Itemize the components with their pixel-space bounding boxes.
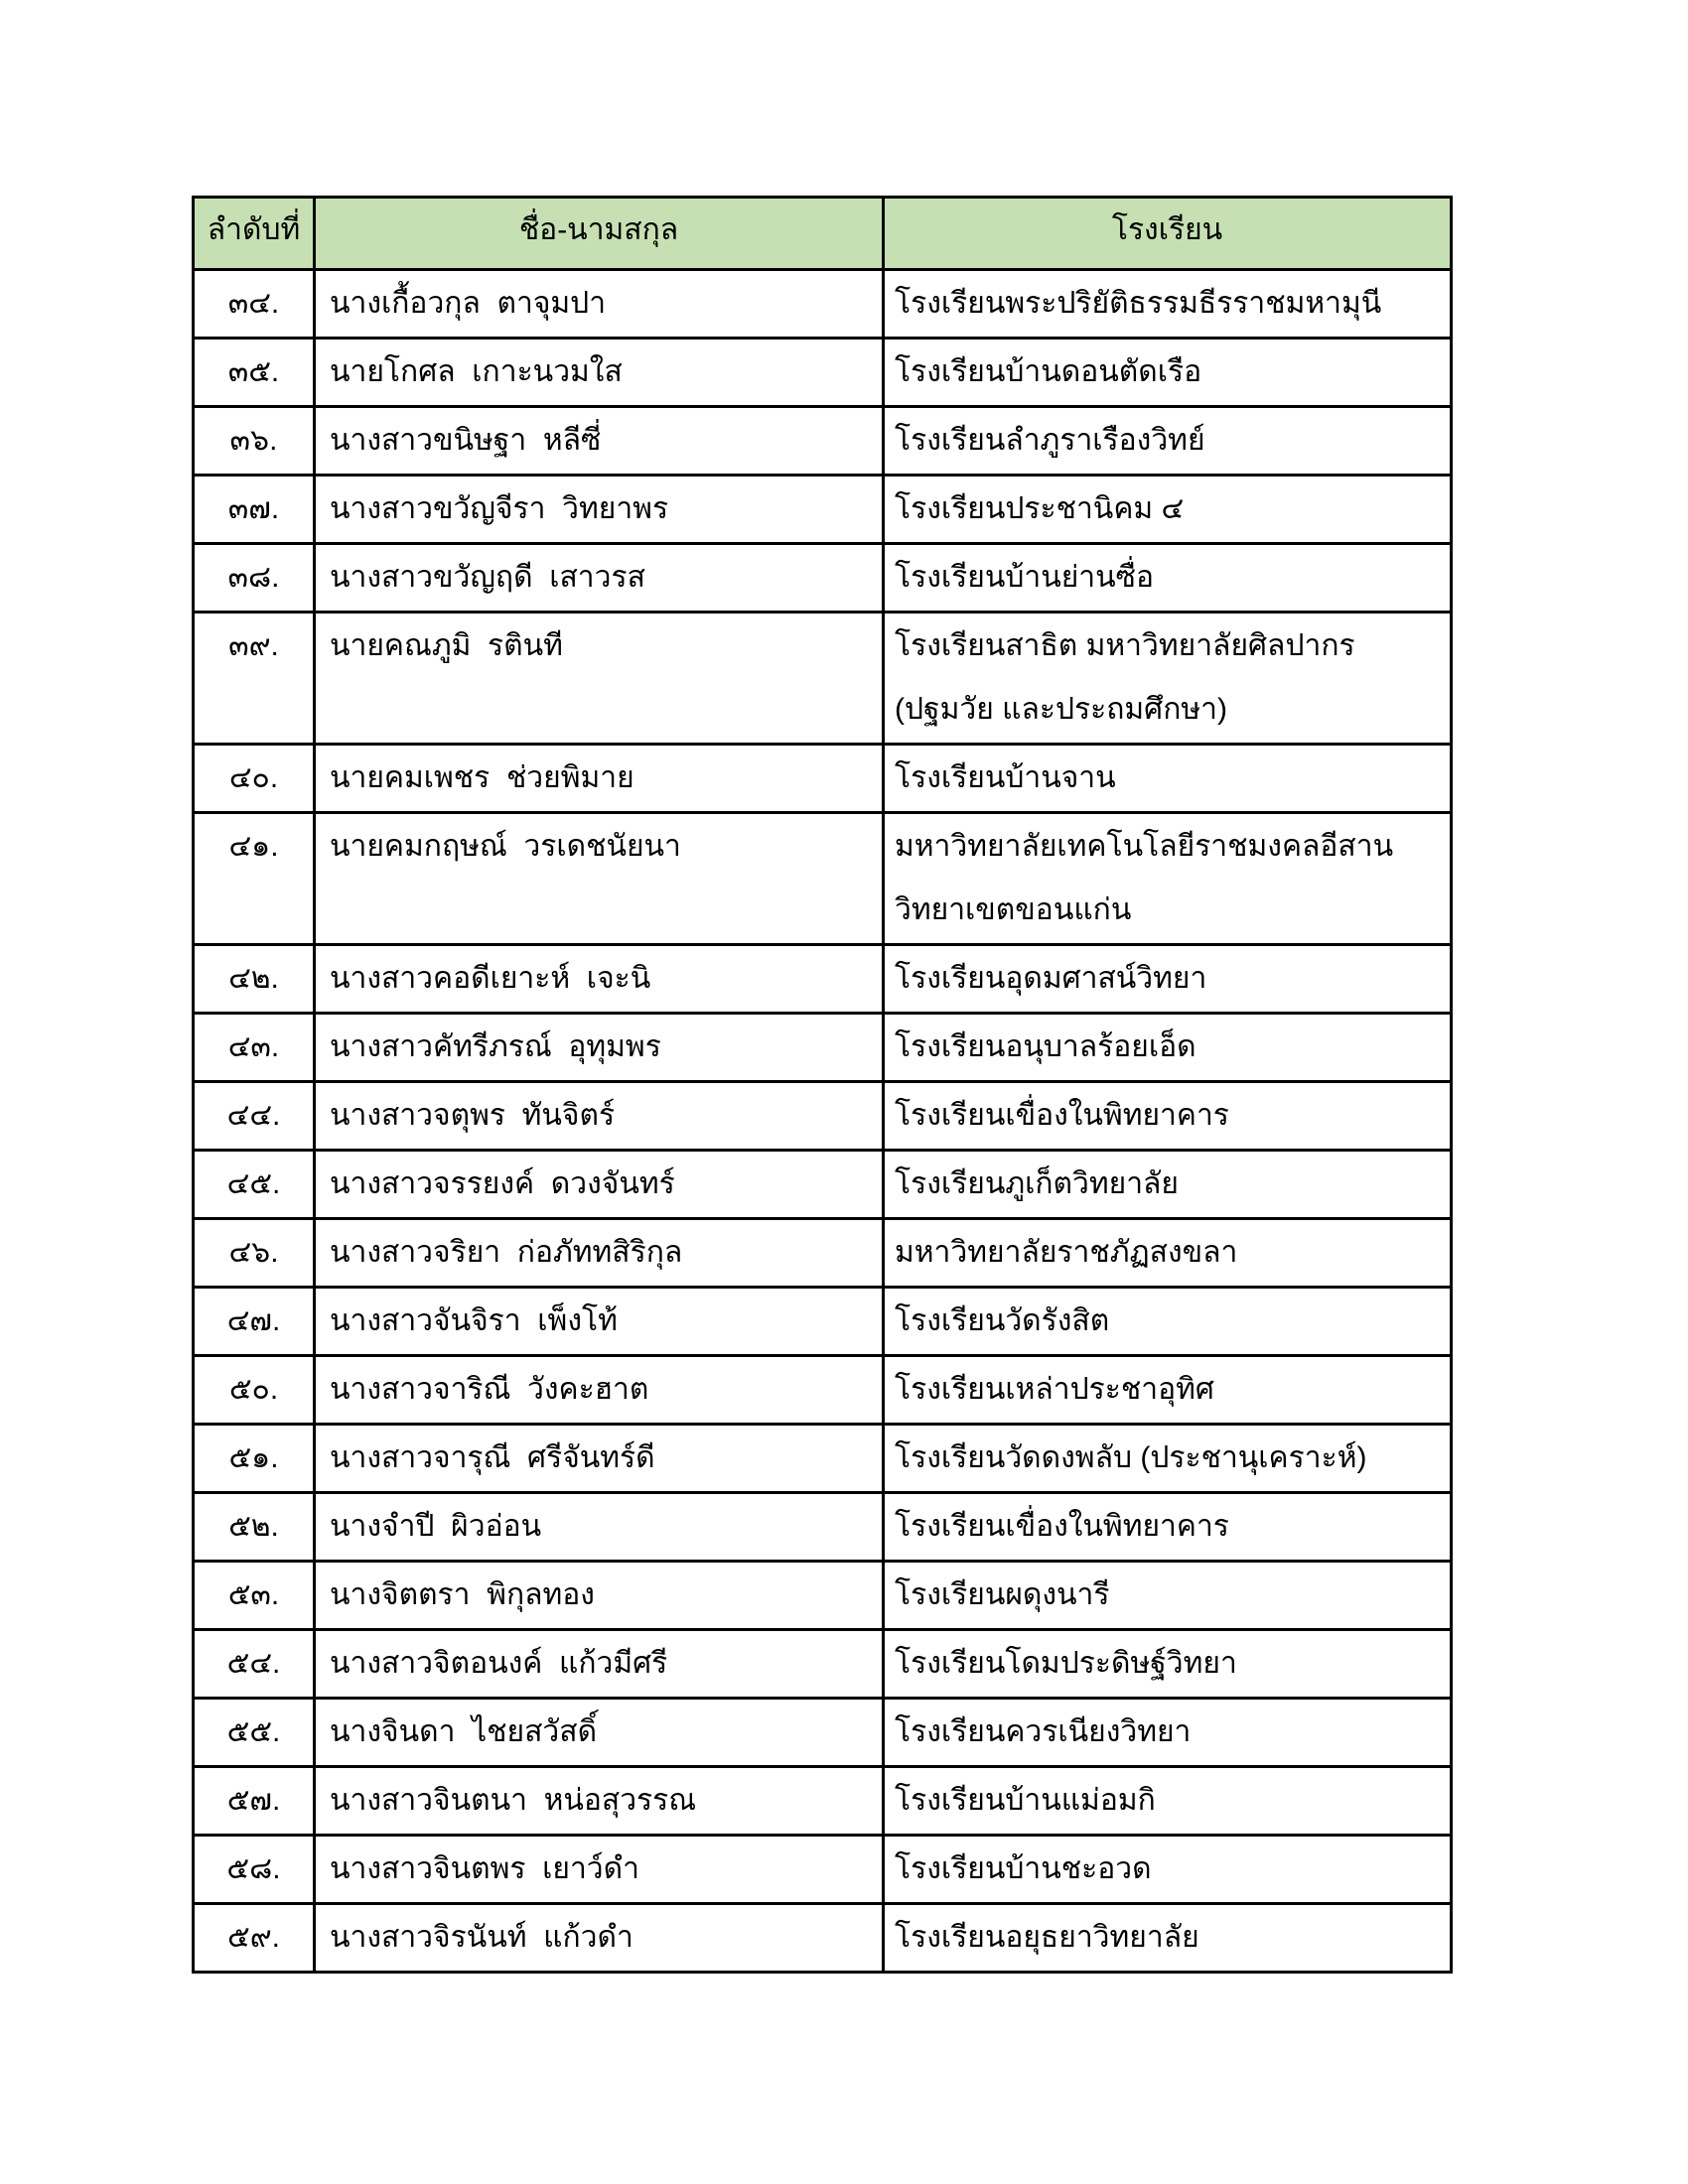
cell-name: นางสาวจาริณี วังคะฮาต	[315, 1356, 884, 1425]
table-row	[194, 1767, 1452, 1836]
table-row	[194, 544, 1452, 613]
table-row	[194, 270, 1452, 339]
table-row	[194, 613, 1452, 745]
cell-no: ๕๑.	[194, 1425, 315, 1493]
cell-school: โรงเรียนเหล่าประชาอุทิศ	[884, 1356, 1452, 1425]
table-row	[194, 339, 1452, 407]
cell-name: นางสาวขวัญฤดี เสาวรส	[315, 544, 884, 613]
cell-no: ๕๔.	[194, 1630, 315, 1699]
cell-no: ๕๓.	[194, 1562, 315, 1630]
cell-no: ๔๓.	[194, 1014, 315, 1082]
cell-school: โรงเรียนผดุงนารี	[884, 1562, 1452, 1630]
table-body	[194, 270, 1452, 1973]
cell-name: นางจิตตรา พิกุลทอง	[315, 1562, 884, 1630]
cell-no: ๓๘.	[194, 544, 315, 613]
cell-no: ๕๕.	[194, 1699, 315, 1767]
cell-school: โรงเรียนลำภูราเรืองวิทย์	[884, 407, 1452, 476]
cell-school: โรงเรียนเขื่องในพิทยาคาร	[884, 1082, 1452, 1151]
cell-name: นายโกศล เกาะนวมใส	[315, 339, 884, 407]
table-row	[194, 945, 1452, 1014]
cell-school: โรงเรียนวัดรังสิต	[884, 1288, 1452, 1356]
cell-name: นางเกื้อวกุล ตาจุมปา	[315, 270, 884, 339]
cell-name: นางสาวจินตพร เยาว์ดำ	[315, 1836, 884, 1904]
cell-no: ๔๕.	[194, 1151, 315, 1219]
cell-name: นางสาวจริยา ก่อภัททสิริกุล	[315, 1219, 884, 1288]
cell-school: มหาวิทยาลัยเทคโนโลยีราชมงคลอีสาน วิทยาเขตขอนแก่น	[884, 813, 1452, 945]
cell-school: โรงเรียนประชานิคม ๔	[884, 476, 1452, 544]
header-cell-name: ชื่อ-นามสกุล	[315, 198, 884, 270]
header-cell-no: ลำดับที่	[194, 198, 315, 270]
table-row	[194, 1904, 1452, 1973]
cell-no: ๓๕.	[194, 339, 315, 407]
cell-no: ๕๒.	[194, 1493, 315, 1562]
cell-no: ๔๔.	[194, 1082, 315, 1151]
cell-school: โรงเรียนอุดมศาสน์วิทยา	[884, 945, 1452, 1014]
cell-name: นางสาวคอดีเยาะห์ เจะนิ	[315, 945, 884, 1014]
cell-name: นางสาวจิตอนงค์ แก้วมีศรี	[315, 1630, 884, 1699]
roster-table	[192, 196, 1453, 1974]
cell-school: โรงเรียนวัดดงพลับ (ประชานุเคราะห์)	[884, 1425, 1452, 1493]
table-row	[194, 476, 1452, 544]
cell-name: นางจินดา ไชยสวัสดิ์	[315, 1699, 884, 1767]
cell-name: นางสาวขนิษฐา หลีซี่	[315, 407, 884, 476]
table-row	[194, 1219, 1452, 1288]
cell-school: โรงเรียนบ้านดอนตัดเรือ	[884, 339, 1452, 407]
table-header-row	[194, 198, 1452, 270]
cell-no: ๔๖.	[194, 1219, 315, 1288]
cell-name: นายคณภูมิ รตินที	[315, 613, 884, 745]
cell-no: ๔๒.	[194, 945, 315, 1014]
cell-school: โรงเรียนบ้านแม่อมกิ	[884, 1767, 1452, 1836]
table-row	[194, 813, 1452, 945]
table-row	[194, 1562, 1452, 1630]
cell-name: นางสาวจันจิรา เพ็งโท้	[315, 1288, 884, 1356]
cell-school: โรงเรียนอนุบาลร้อยเอ็ด	[884, 1014, 1452, 1082]
cell-school: โรงเรียนบ้านย่านซื่อ	[884, 544, 1452, 613]
cell-school: โรงเรียนบ้านจาน	[884, 745, 1452, 813]
cell-no: ๔๐.	[194, 745, 315, 813]
cell-no: ๕๘.	[194, 1836, 315, 1904]
cell-name: นางสาวคัทรีภรณ์ อุทุมพร	[315, 1014, 884, 1082]
cell-school: มหาวิทยาลัยราชภัฏสงขลา	[884, 1219, 1452, 1288]
table-row	[194, 1836, 1452, 1904]
table-row	[194, 1425, 1452, 1493]
cell-name: นางสาวขวัญจีรา วิทยาพร	[315, 476, 884, 544]
cell-name: นางสาวจินตนา หน่อสุวรรณ	[315, 1767, 884, 1836]
table-row	[194, 407, 1452, 476]
cell-school: โรงเรียนภูเก็ตวิทยาลัย	[884, 1151, 1452, 1219]
table-row	[194, 1082, 1452, 1151]
cell-no: ๓๙.	[194, 613, 315, 745]
table-row	[194, 1014, 1452, 1082]
table-row	[194, 1151, 1452, 1219]
cell-no: ๕๗.	[194, 1767, 315, 1836]
table-row	[194, 745, 1452, 813]
cell-no: ๕๐.	[194, 1356, 315, 1425]
cell-no: ๓๗.	[194, 476, 315, 544]
cell-no: ๔๑.	[194, 813, 315, 945]
cell-school: โรงเรียนโดมประดิษฐ์วิทยา	[884, 1630, 1452, 1699]
cell-name: นายคมเพชร ช่วยพิมาย	[315, 745, 884, 813]
cell-school: โรงเรียนสาธิต มหาวิทยาลัยศิลปากร (ปฐมวัย และประถมศึกษา)	[884, 613, 1452, 745]
table-row	[194, 1356, 1452, 1425]
cell-no: ๓๖.	[194, 407, 315, 476]
cell-name: นายคมกฤษณ์ วรเดชนัยนา	[315, 813, 884, 945]
table-row	[194, 1699, 1452, 1767]
cell-no: ๔๗.	[194, 1288, 315, 1356]
cell-no: ๕๙.	[194, 1904, 315, 1973]
cell-name: นางสาวจิรนันท์ แก้วดำ	[315, 1904, 884, 1973]
cell-school: โรงเรียนอยุธยาวิทยาลัย	[884, 1904, 1452, 1973]
cell-no: ๓๔.	[194, 270, 315, 339]
header-cell-school: โรงเรียน	[884, 198, 1452, 270]
cell-school: โรงเรียนพระปริยัติธรรมธีรราชมหามุนี	[884, 270, 1452, 339]
cell-name: นางสาวจตุพร ทันจิตร์	[315, 1082, 884, 1151]
table-row	[194, 1493, 1452, 1562]
table-row	[194, 1288, 1452, 1356]
cell-school: โรงเรียนบ้านชะอวด	[884, 1836, 1452, 1904]
table-row	[194, 1630, 1452, 1699]
cell-school: โรงเรียนควรเนียงวิทยา	[884, 1699, 1452, 1767]
cell-name: นางสาวจรรยงค์ ดวงจันทร์	[315, 1151, 884, 1219]
cell-name: นางจำปี ผิวอ่อน	[315, 1493, 884, 1562]
cell-name: นางสาวจารุณี ศรีจันทร์ดี	[315, 1425, 884, 1493]
cell-school: โรงเรียนเขื่องในพิทยาคาร	[884, 1493, 1452, 1562]
